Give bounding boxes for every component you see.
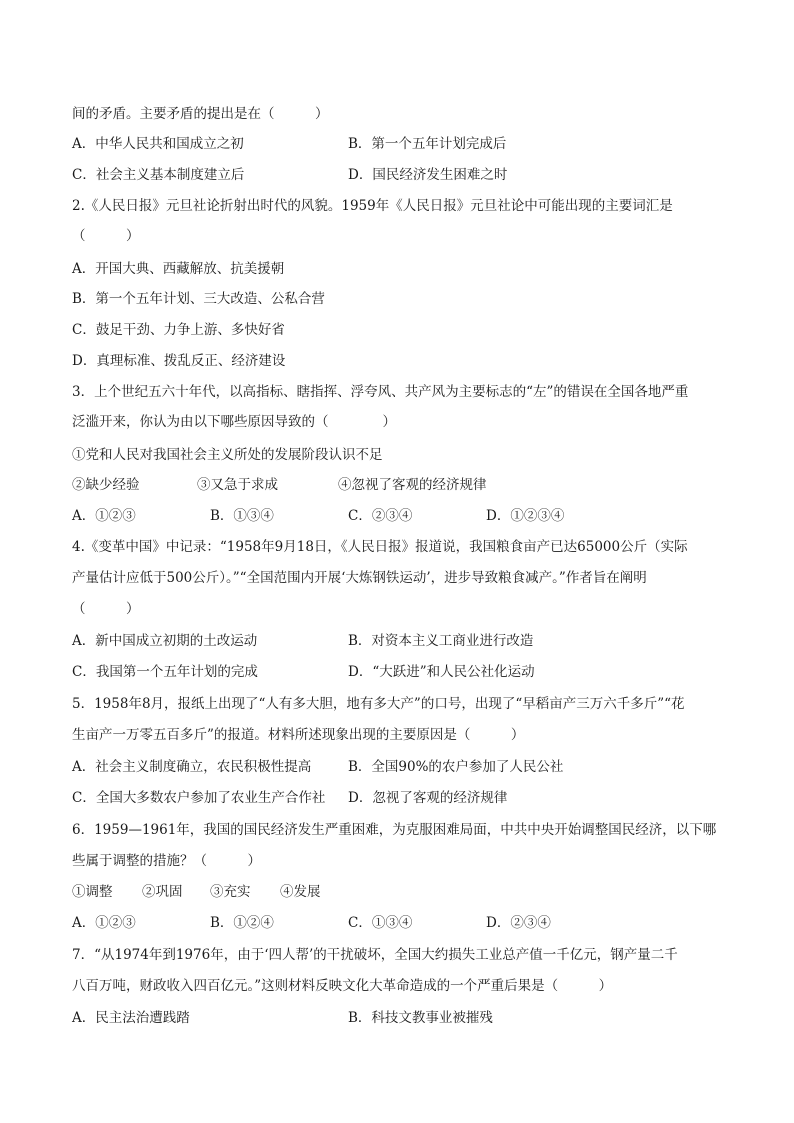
q1-option-c: C．社会主义基本制度建立后 <box>72 167 245 183</box>
q3-option-d: D．①②③④ <box>486 508 565 524</box>
q7-stem-2: 八百万吨，财政收入四百亿元。”这则材料反映文化大革命造成的一个严重后果是（ ） <box>72 978 613 994</box>
q3-item-1: ①党和人民对我国社会主义所处的发展阶段认识不足 <box>72 447 383 463</box>
q1-option-b: B．第一个五年计划完成后 <box>348 136 507 152</box>
q6-item-2: ②巩固 <box>142 884 183 900</box>
q5-stem-2: 生亩产一万零五百多斤”的报道。材料所述现象出现的主要原因是（ ） <box>72 727 525 743</box>
q1-option-a: A．中华人民共和国成立之初 <box>72 136 244 152</box>
q4-answer-blank: （ ） <box>72 601 140 617</box>
q4-option-d: D．“大跃进”和人民公社化运动 <box>348 664 535 680</box>
q5-stem: 5．1958年8月，报纸上出现了“人有多大胆，地有多大产”的口号，出现了“早稻亩产三万六千多斤”“花 <box>72 696 685 712</box>
q3-stem-2: 泛滥开来，你认为由以下哪些原因导致的（ ） <box>72 414 396 430</box>
q2-option-a: A．开国大典、西藏解放、抗美援朝 <box>72 261 285 277</box>
q4-option-c: C．我国第一个五年计划的完成 <box>72 664 258 680</box>
q5-option-a: A．社会主义制度确立，农民积极性提高 <box>72 759 312 775</box>
q4-option-a: A．新中国成立初期的土改运动 <box>72 633 258 649</box>
q6-item-1: ①调整 <box>72 884 113 900</box>
q2-option-c: C．鼓足干劲、力争上游、多快好省 <box>72 322 285 338</box>
q6-option-a: A．①②③ <box>72 915 136 931</box>
q2-answer-blank: （ ） <box>72 228 140 244</box>
q7-option-b: B．科技文教事业被摧残 <box>348 1010 493 1026</box>
q2-option-d: D．真理标准、拨乱反正、经济建设 <box>72 353 286 369</box>
q1-stem-continued: 间的矛盾。主要矛盾的提出是在（ ） <box>72 106 329 122</box>
q5-option-d: D．忽视了客观的经济规律 <box>348 790 508 806</box>
q4-stem-2: 产量估计应低于500公斤）。”“全国范围内开展‘大炼钢铁运动’，进步导致粮食减产。”作者旨在阐明 <box>72 570 647 586</box>
q4-stem: 4.《变革中国》中记录：“1958年9月18日，《人民日报》报道说，我国粮食亩产已达65000公斤（实际 <box>72 539 688 555</box>
q2-stem: 2.《人民日报》元旦社论折射出时代的风貌。1959年《人民日报》元旦社论中可能出现的主要词汇是 <box>72 198 673 214</box>
q6-option-b: B．①②④ <box>210 915 274 931</box>
q6-item-3: ③充实 <box>210 884 251 900</box>
q3-stem: 3．上个世纪五六十年代，以高指标、瞎指挥、浮夸风、共产风为主要标志的“左”的错误在全国各地严重 <box>72 384 689 400</box>
q2-option-b: B．第一个五年计划、三大改造、公私合营 <box>72 291 325 307</box>
q6-option-d: D．②③④ <box>486 915 551 931</box>
q1-option-d: D．国民经济发生困难之时 <box>348 167 508 183</box>
q7-stem: 7．“从1974年到1976年，由于‘四人帮’的干扰破坏，全国大约损失工业总产值一千亿元，钢产量二千 <box>72 947 678 963</box>
q3-option-b: B．①③④ <box>210 508 274 524</box>
q3-option-a: A．①②③ <box>72 508 136 524</box>
q3-item-3: ③又急于求成 <box>197 477 278 493</box>
q3-item-4: ④忽视了客观的经济规律 <box>338 477 487 493</box>
q6-stem-2: 些属于调整的措施？（ ） <box>72 853 261 869</box>
q6-option-c: C．①③④ <box>348 915 413 931</box>
q7-option-a: A．民主法治遭践踏 <box>72 1010 190 1026</box>
q5-option-b: B．全国90%的农户参加了人民公社 <box>348 759 564 775</box>
q3-option-c: C．②③④ <box>348 508 413 524</box>
q4-option-b: B．对资本主义工商业进行改造 <box>348 633 534 649</box>
q3-item-2: ②缺少经验 <box>72 477 140 493</box>
q5-option-c: C．全国大多数农户参加了农业生产合作社 <box>72 790 326 806</box>
q6-item-4: ④发展 <box>280 884 321 900</box>
q6-stem: 6．1959—1961年，我国的国民经济发生严重困难，为克服困难局面，中共中央开始调整国民经济，以下哪 <box>72 822 717 838</box>
